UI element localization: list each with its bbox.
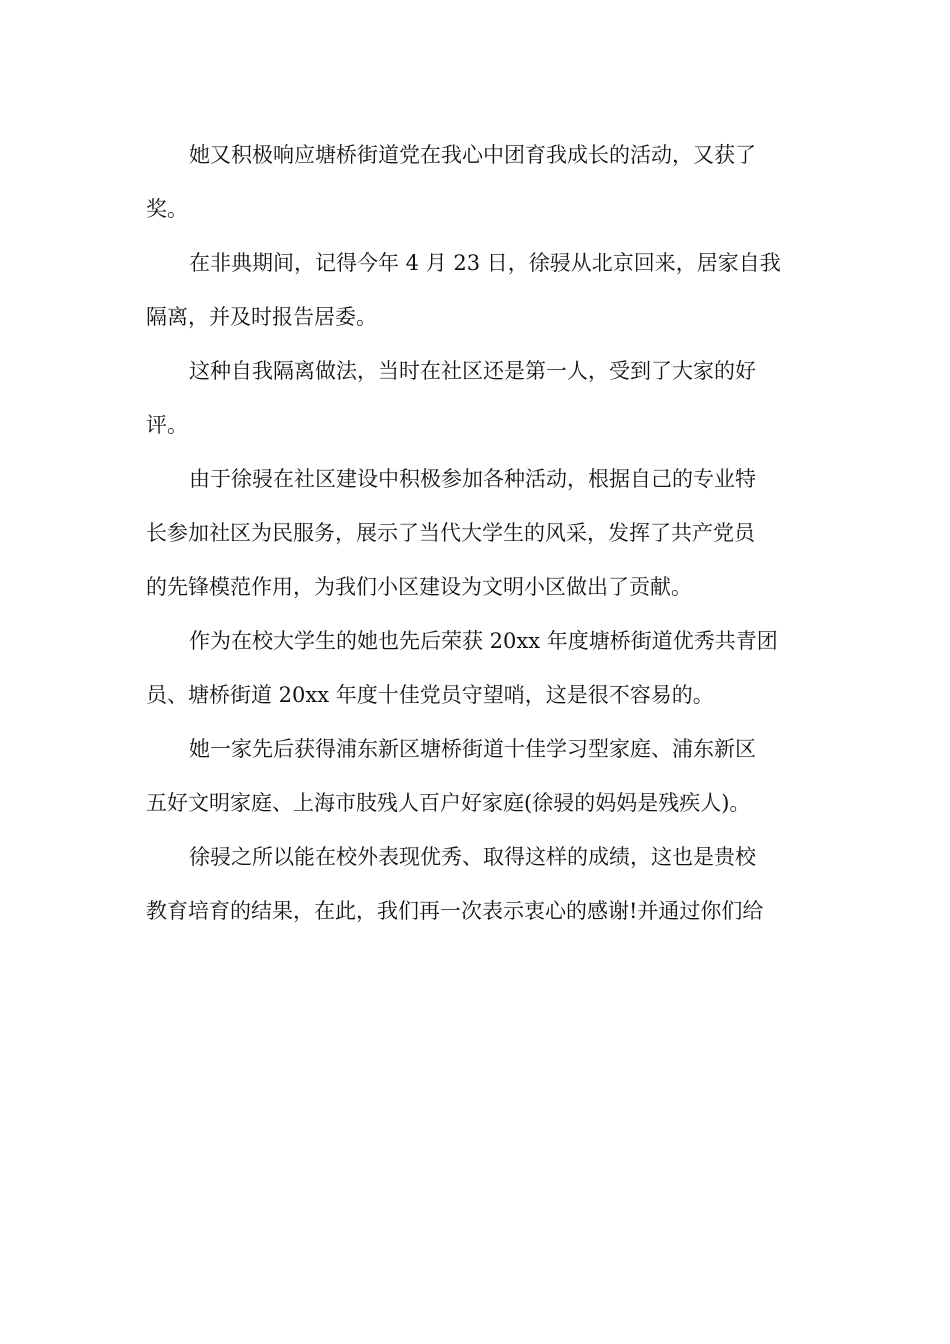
- text-line: 的先锋模范作用，为我们小区建设为文明小区做出了贡献。: [146, 575, 692, 599]
- text-line: 长参加社区为民服务，展示了当代大学生的风采，发挥了共产党员: [146, 521, 755, 545]
- text-line: 奖。: [146, 197, 188, 221]
- document-body: [146, 128, 806, 938]
- paragraph: [146, 722, 806, 830]
- text-line: 评。: [146, 413, 188, 437]
- paragraph: [146, 452, 806, 614]
- text-line: 她又积极响应塘桥街道党在我心中团育我成长的活动，又获了: [189, 143, 756, 167]
- paragraph: [146, 830, 806, 938]
- text-line: 这种自我隔离做法，当时在社区还是第一人，受到了大家的好: [189, 359, 756, 383]
- paragraph: [146, 236, 806, 344]
- text-line: 她一家先后获得浦东新区塘桥街道十佳学习型家庭、浦东新区: [189, 737, 756, 761]
- text-line: 员、塘桥街道 20xx 年度十佳党员守望哨，这是很不容易的。: [146, 683, 714, 707]
- paragraph: [146, 614, 806, 722]
- text-line: 隔离，并及时报告居委。: [146, 305, 377, 329]
- text-line: 作为在校大学生的她也先后荣获 20xx 年度塘桥街道优秀共青团: [189, 629, 778, 653]
- text-line: 由于徐骎在社区建设中积极参加各种活动，根据自己的专业特: [189, 467, 756, 491]
- text-line: 五好文明家庭、上海市肢残人百户好家庭(徐骎的妈妈是残疾人)。: [146, 791, 751, 815]
- text-line: 在非典期间，记得今年 4 月 23 日，徐骎从北京回来，居家自我: [189, 251, 781, 275]
- text-line: 徐骎之所以能在校外表现优秀、取得这样的成绩，这也是贵校: [189, 845, 756, 869]
- paragraph: [146, 128, 806, 236]
- text-line: 教育培育的结果，在此，我们再一次表示衷心的感谢!并通过你们给: [146, 899, 764, 923]
- paragraph: [146, 344, 806, 452]
